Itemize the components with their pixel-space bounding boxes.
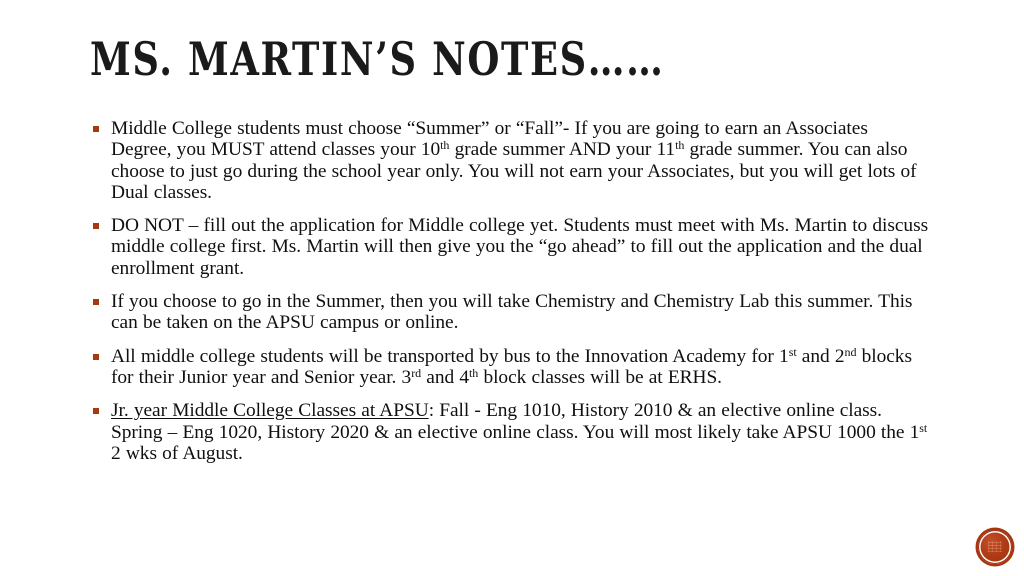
bullet-jr-year-apsu-classes: Jr. year Middle College Classes at APSU: Fall - Eng 1010, History 2010 & an elective online class. Spring – Eng 1020, History 2020 & an elective online class. You will most likely take APSU 1000 the 1st 2 wks of August.: [111, 400, 928, 464]
list-item: [92, 118, 932, 203]
list-item: [92, 400, 932, 464]
square-bullet-icon: [93, 126, 99, 132]
list-item: [92, 215, 932, 279]
notes-bullet-list: [92, 118, 932, 464]
circle-badge-icon: [978, 530, 1012, 564]
square-bullet-icon: [93, 299, 99, 305]
square-bullet-icon: [93, 408, 99, 414]
square-bullet-icon: [93, 354, 99, 360]
list-item: [92, 346, 932, 389]
bullet-summer-fall-choice: Middle College students must choose “Summer” or “Fall”- If you are going to earn an Associates Degree, you MUST attend classes your 10th grade summer AND your 11th grade summer. You can also choose to just go during the school year only. You will not earn your Associates, but you will get lots of Dual classes.: [111, 118, 917, 203]
bullet-bus-transport-blocks: All middle college students will be transported by bus to the Innovation Academy for 1st and 2nd blocks for their Junior year and Senior year. 3rd and 4th block classes will be at ERHS.: [111, 344, 912, 388]
list-item: [92, 291, 932, 334]
page-title: MS. MARTIN’S NOTES……: [90, 32, 665, 86]
square-bullet-icon: [93, 223, 99, 229]
bullet-summer-chemistry: If you choose to go in the Summer, then you will take Chemistry and Chemistry Lab this summer. This can be taken on the APSU campus or online.: [111, 291, 913, 334]
bullet-do-not-apply-yet: DO NOT – fill out the application for Middle college yet. Students must meet with Ms. Martin to discuss middle college first. Ms. Martin will then give you the “go ahead” to fill out the application and the dual enrollment grant.: [111, 215, 929, 279]
